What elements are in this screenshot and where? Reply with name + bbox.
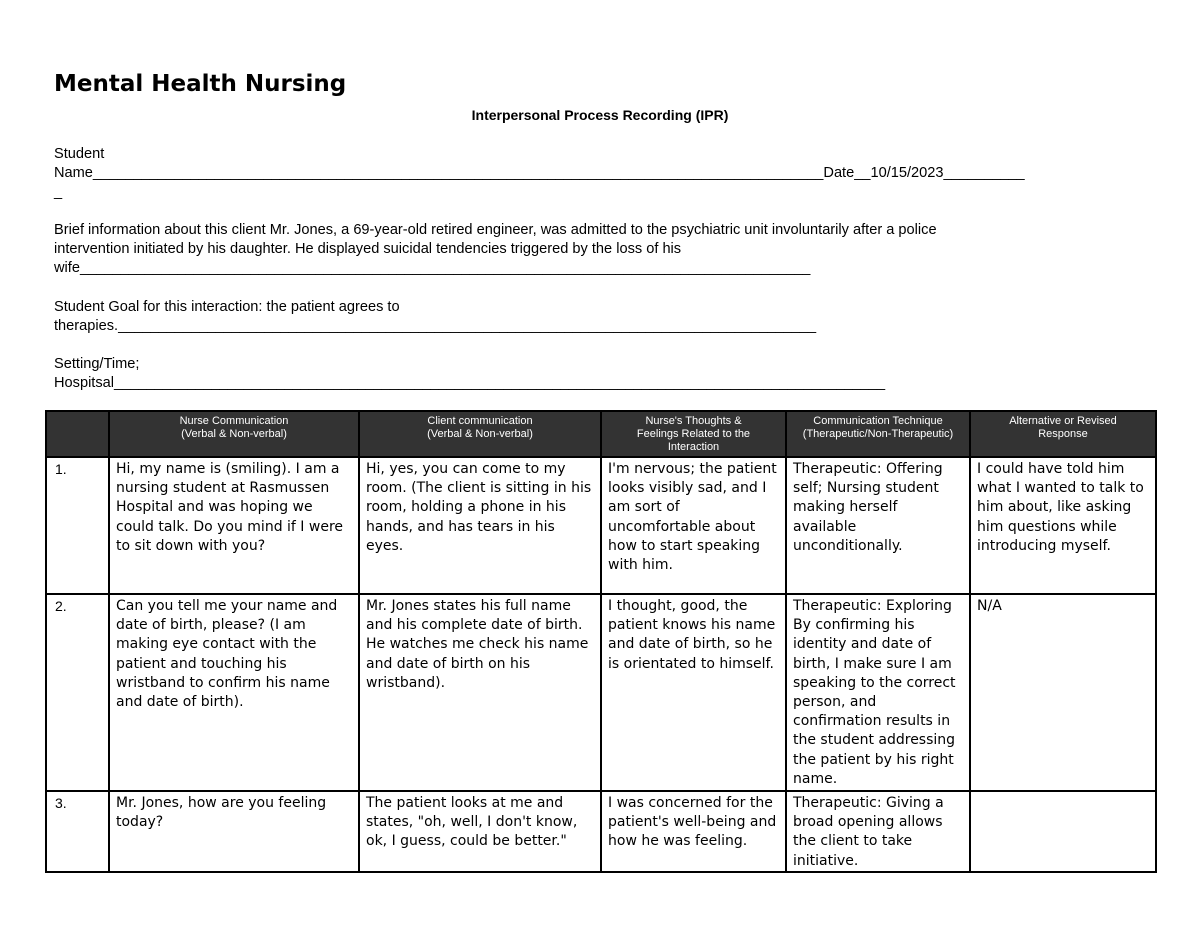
goal-line-2: therapies.______________________________________________________________________________________ — [54, 318, 817, 334]
ipr-table — [45, 410, 1157, 873]
nurse-communication-cell: Hi, my name is (smiling). I am a nursing student at Rasmussen Hospital and was hoping we could talk. Do you mind if I were to sit down with you? — [109, 457, 359, 594]
student-label: Student — [54, 146, 105, 162]
page-subtitle: Interpersonal Process Recording (IPR) — [471, 107, 729, 123]
client-info-line-2: intervention initiated by his daughter. He displayed suicidal tendencies triggered by the loss of his — [54, 241, 682, 257]
header-client-communication: Client communication (Verbal & Non-verbal) — [359, 411, 601, 457]
client-info-line-3: wife__________________________________________________________________________________________ — [54, 260, 811, 276]
nurse-communication-cell: Mr. Jones, how are you feeling today? — [109, 791, 359, 872]
header-nurse-communication: Nurse Communication (Verbal & Non-verbal) — [109, 411, 359, 457]
nurse-thoughts-cell: I'm nervous; the patient looks visibly sad, and I am sort of uncomfortable about how to start speaking with him. — [601, 457, 786, 594]
row-number: 1. — [46, 457, 109, 594]
student-name-field — [54, 145, 1154, 202]
table-row — [46, 594, 1156, 791]
client-info-line-1: Brief information about this client Mr. Jones, a 69-year-old retired engineer, was admitted to the psychiatric unit involuntarily after a police — [54, 222, 937, 238]
alternative-response-cell: N/A — [970, 594, 1156, 791]
client-communication-cell: Mr. Jones states his full name and his complete date of birth. He watches me check his name and date of birth on his wristband). — [359, 594, 601, 791]
nurse-thoughts-cell: I thought, good, the patient knows his name and date of birth, so he is orientated to himself. — [601, 594, 786, 791]
header-number — [46, 411, 109, 457]
client-communication-cell: The patient looks at me and states, "oh, well, I don't know, ok, I guess, could be better." — [359, 791, 601, 872]
alternative-response-cell — [970, 791, 1156, 872]
setting-line-1: Setting/Time; — [54, 356, 140, 372]
technique-cell: Therapeutic: Giving a broad opening allows the client to take initiative. — [786, 791, 970, 872]
student-overflow-line: _ — [54, 184, 63, 200]
alternative-response-cell: I could have told him what I wanted to talk to him about, like asking him questions while introducing myself. — [970, 457, 1156, 594]
client-communication-cell: Hi, yes, you can come to my room. (The client is sitting in his room, holding a phone in his hands, and has tears in his eyes. — [359, 457, 601, 594]
student-goal-field — [54, 298, 1154, 336]
page-title: Mental Health Nursing — [54, 71, 347, 97]
setting-time-field — [54, 355, 1154, 393]
header-alternative-response: Alternative or Revised Response — [970, 411, 1156, 457]
row-number: 3. — [46, 791, 109, 872]
client-info-field — [54, 221, 1154, 278]
student-name-date-line: Name__________________________________________________________________________________________Date__10/15/2023__________ — [54, 165, 1025, 181]
table-row — [46, 457, 1156, 594]
row-number: 2. — [46, 594, 109, 791]
setting-line-2: Hospitsal_______________________________________________________________________________________________ — [54, 375, 886, 391]
nurse-communication-cell: Can you tell me your name and date of birth, please? (I am making eye contact with the patient and touching his wristband to confirm his name and date of birth). — [109, 594, 359, 791]
technique-cell: Therapeutic: Exploring By confirming his identity and date of birth, I make sure I am speaking to the correct person, and confirmation results in the student addressing the patient by his right name. — [786, 594, 970, 791]
goal-line-1: Student Goal for this interaction: the patient agrees to — [54, 299, 400, 315]
technique-cell: Therapeutic: Offering self; Nursing student making herself available unconditionally. — [786, 457, 970, 594]
header-communication-technique: Communication Technique (Therapeutic/Non-Therapeutic) — [786, 411, 970, 457]
nurse-thoughts-cell: I was concerned for the patient's well-being and how he was feeling. — [601, 791, 786, 872]
table-row — [46, 791, 1156, 872]
table-header-row — [46, 411, 1156, 457]
header-nurse-thoughts: Nurse's Thoughts & Feelings Related to the Interaction — [601, 411, 786, 457]
